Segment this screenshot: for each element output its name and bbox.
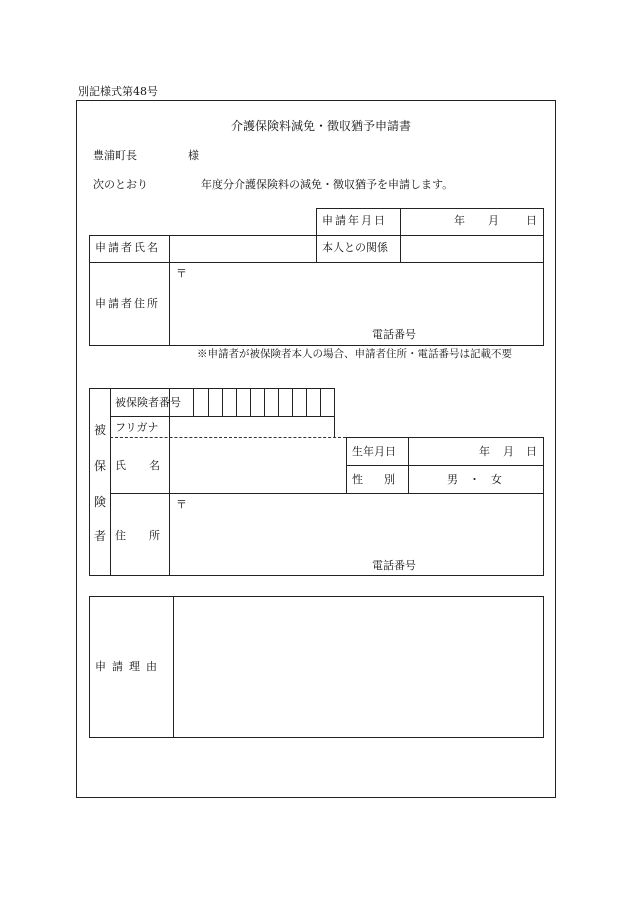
birth-day-unit: 日	[526, 445, 537, 458]
applicant-address-label: 申請者住所	[95, 297, 160, 310]
addressee-name: 豊浦町長	[93, 149, 137, 162]
insured-phone-field[interactable]	[424, 556, 540, 574]
insured-number-digit-9[interactable]	[307, 389, 320, 416]
birth-month-unit: 月	[503, 445, 514, 458]
insured-number-digit-3[interactable]	[223, 389, 236, 416]
insured-side-label-2: 保	[94, 459, 107, 473]
date-year-unit: 年	[454, 214, 465, 227]
insured-side-label-3: 険	[94, 495, 107, 509]
reason-field[interactable]	[175, 598, 541, 736]
insured-address-label: 住 所	[115, 529, 166, 542]
insured-number-digit-10[interactable]	[321, 389, 334, 416]
application-date-label: 申請年月日	[322, 214, 387, 227]
form-title: 介護保険料減免・徴収猶予申請書	[231, 119, 412, 133]
application-date-field[interactable]	[401, 209, 543, 235]
addressee-honorific: 様	[188, 149, 199, 162]
insured-name-label: 氏 名	[115, 459, 166, 472]
applicant-phone-field[interactable]	[424, 325, 540, 343]
date-month-unit: 月	[488, 214, 499, 227]
birth-year-unit: 年	[479, 445, 490, 458]
applicant-address-field[interactable]	[190, 264, 540, 320]
fiscal-year-input[interactable]	[150, 175, 196, 191]
insured-side-label-1: 被	[94, 423, 107, 437]
furigana-field[interactable]	[170, 417, 345, 437]
form-number: 別記様式第48号	[78, 85, 158, 98]
date-day-unit: 日	[526, 214, 537, 227]
applicant-note: ※申請者が被保険者本人の場合、申請者住所・電話番号は記載不要	[197, 348, 512, 360]
insured-number-digit-4[interactable]	[237, 389, 250, 416]
insured-phone-label: 電話番号	[372, 559, 416, 572]
applicant-name-field[interactable]	[170, 236, 316, 262]
reason-label: 申請理由	[95, 660, 163, 673]
applicant-name-label: 申請者氏名	[95, 241, 160, 254]
insured-postal-mark: 〒	[176, 498, 187, 511]
birth-date-field[interactable]	[409, 438, 543, 465]
applicant-phone-label: 電話番号	[372, 328, 416, 341]
relation-field[interactable]	[401, 236, 543, 262]
sex-options[interactable]: 男 ・ 女	[447, 473, 502, 486]
insured-number-digit-2[interactable]	[209, 389, 222, 416]
insured-side-label-4: 者	[94, 529, 107, 543]
insured-number-digit-6[interactable]	[265, 389, 278, 416]
furigana-label: フリガナ	[115, 421, 159, 434]
intro-lead: 次のとおり	[93, 178, 148, 191]
insured-address-field[interactable]	[190, 495, 540, 549]
birth-date-label: 生年月日	[352, 445, 396, 458]
insured-number-digit-8[interactable]	[293, 389, 306, 416]
postal-mark: 〒	[176, 267, 187, 280]
sex-label: 性 別	[352, 473, 400, 486]
intro-text: 年度分介護保険料の減免・徴収猶予を申請します。	[201, 178, 454, 191]
relation-label: 本人との関係	[322, 241, 388, 254]
insured-name-field[interactable]	[170, 438, 345, 493]
insured-number-label: 被保険者番号	[115, 396, 181, 409]
insured-number-digit-1[interactable]	[194, 389, 208, 416]
insured-number-digit-5[interactable]	[251, 389, 264, 416]
insured-number-digit-7[interactable]	[279, 389, 292, 416]
